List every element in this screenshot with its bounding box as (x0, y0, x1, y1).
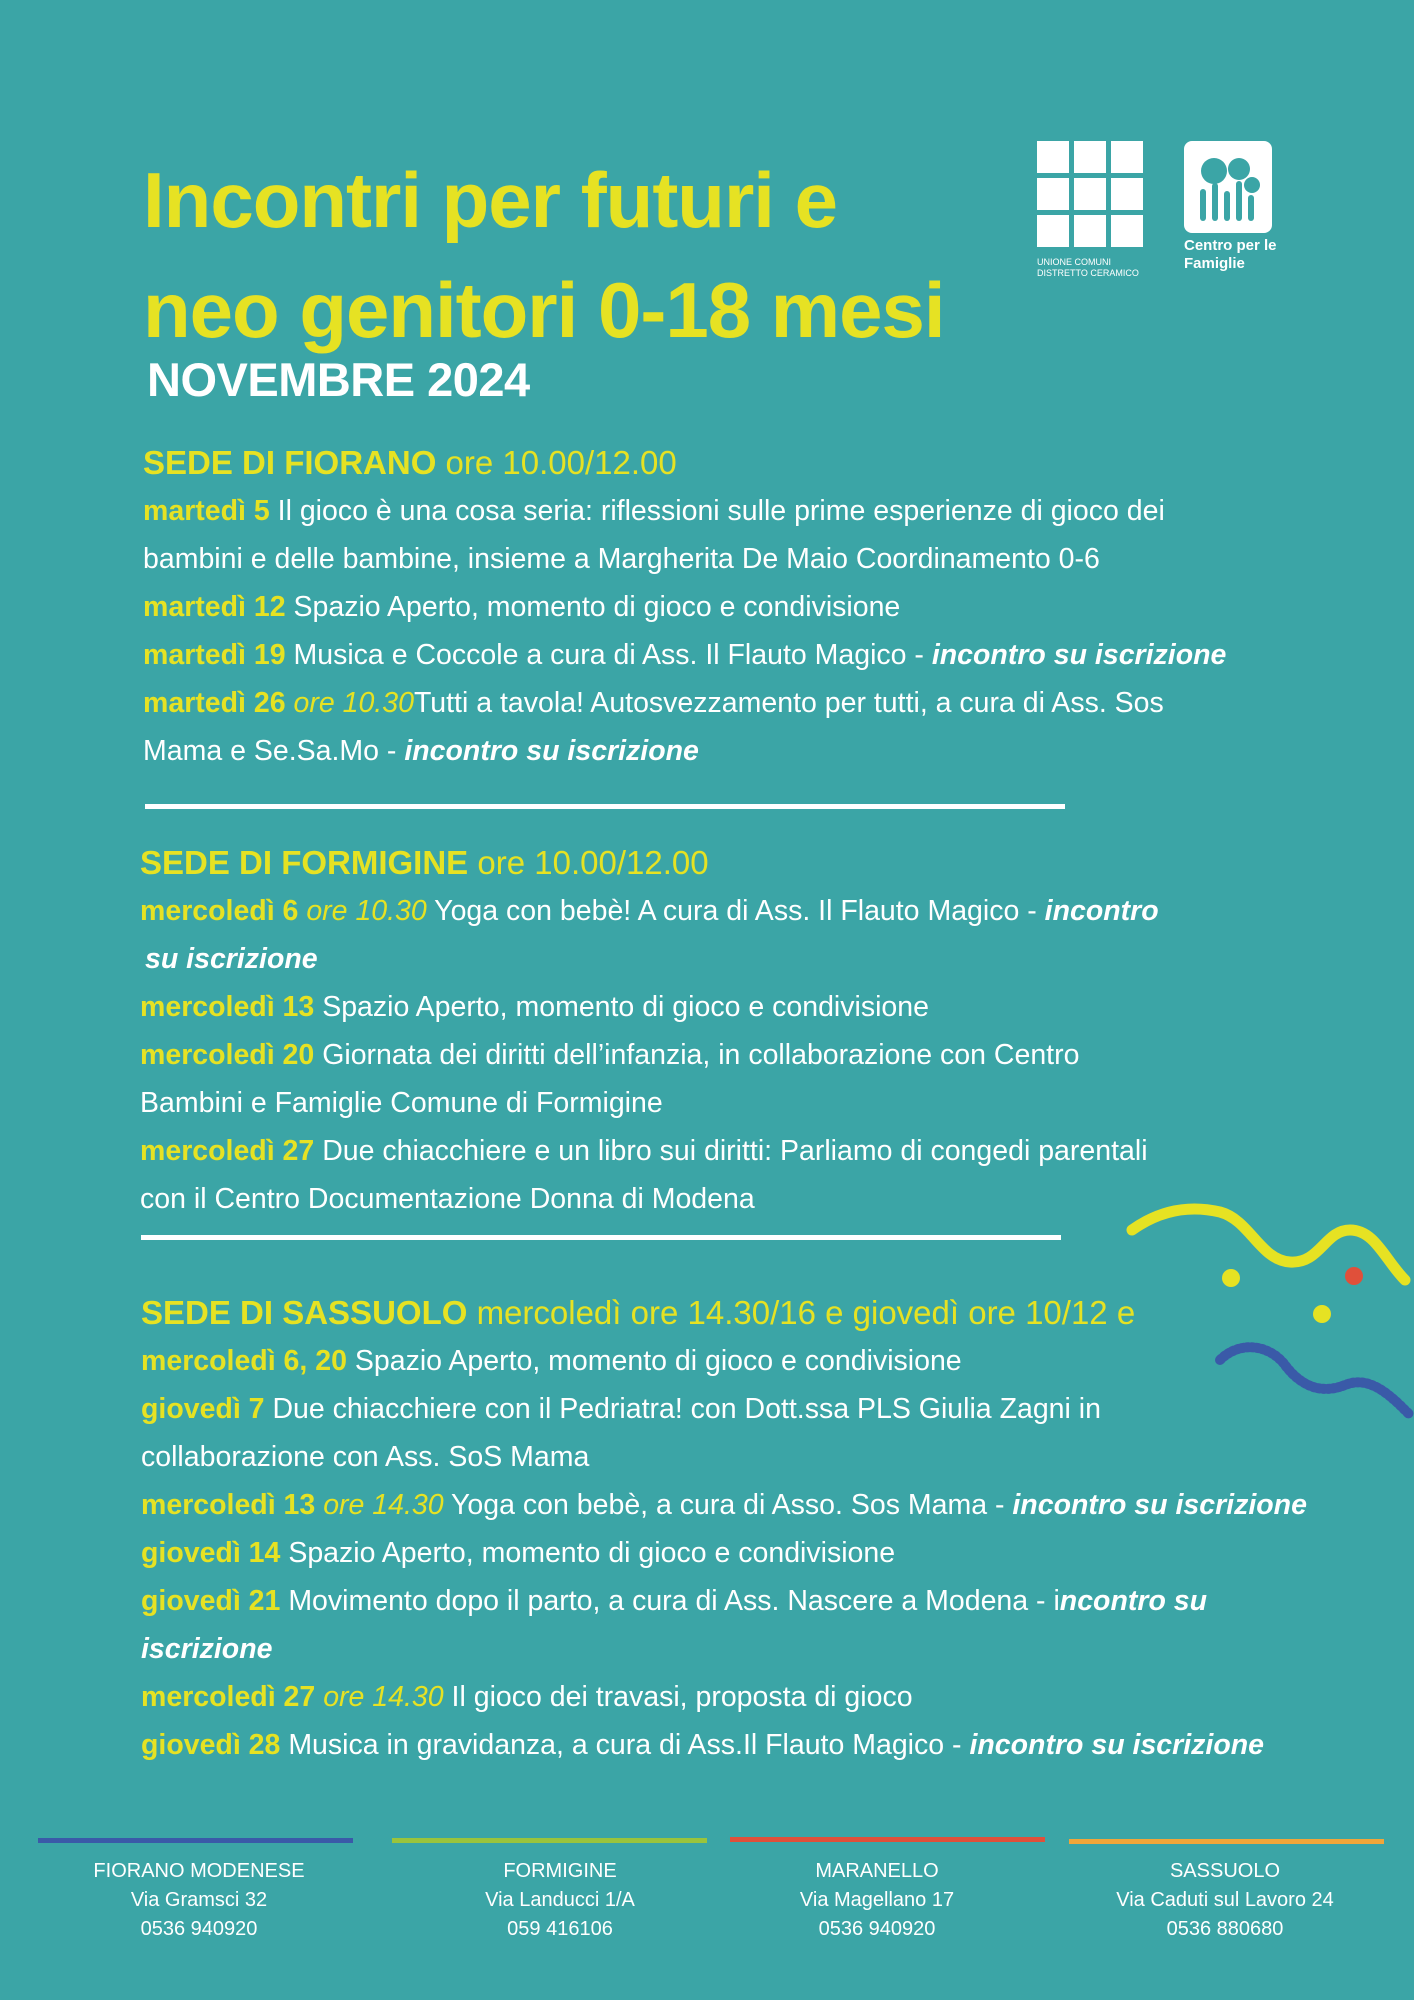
event-text: con il Centro Documentazione Donna di Modena (140, 1183, 755, 1215)
section-sassuolo (141, 1289, 1381, 1769)
event-line (143, 535, 1383, 583)
event-text: Musica in gravidanza, a cura di Ass.Il Flauto Magico - (288, 1729, 970, 1761)
registration-note: incontro (1044, 895, 1159, 927)
registration-note: incontro su iscrizione (969, 1729, 1264, 1761)
footer-address: Via Gramsci 32 (130, 1889, 268, 1911)
event-text: Giornata dei diritti dell’infanzia, in collaborazione con Centro (322, 1039, 1080, 1071)
section-time: ore 10.00/12.00 (477, 844, 709, 881)
event-date: mercoledì 13 (141, 1489, 316, 1521)
event-line (140, 1127, 1380, 1175)
event-date: martedì 12 (143, 591, 286, 623)
event-date: mercoledì 6 (140, 895, 299, 927)
footer-city: SASSUOLO (1169, 1860, 1281, 1882)
centro-famiglie-logo (1184, 141, 1284, 273)
event-line (140, 887, 1380, 935)
section-time: mercoledì ore 14.30/16 e giovedì ore 10/12 e (476, 1294, 1136, 1331)
footer-bar-formigine (392, 1838, 707, 1843)
section-name: SEDE DI FORMIGINE (140, 844, 469, 881)
event-line (140, 1031, 1380, 1079)
event-text: Il gioco dei travasi, proposta di gioco (451, 1681, 913, 1713)
event-text: Yoga con bebè, a cura di Asso. Sos Mama - (451, 1489, 1013, 1521)
event-text: Due chiacchiere con il Pedriatra! con Dott.ssa PLS Giulia Zagni in (272, 1393, 1101, 1425)
section-name: SEDE DI SASSUOLO (141, 1294, 468, 1331)
event-line (143, 679, 1383, 727)
section-formigine (140, 839, 1380, 1223)
footer-address: Via Magellano 17 (799, 1889, 955, 1911)
event-line (141, 1337, 1381, 1385)
centro-logo-text-1: Centro per le (1184, 237, 1277, 254)
event-hour: ore 10.30 (306, 895, 427, 927)
section-name: SEDE DI FIORANO (143, 444, 437, 481)
footer-bar-sassuolo (1069, 1839, 1384, 1844)
event-hour: ore 10.30 (293, 687, 414, 719)
event-text: Spazio Aperto, momento di gioco e condivisione (322, 991, 929, 1023)
footer-bar-maranello (730, 1837, 1045, 1842)
event-line (141, 1433, 1381, 1481)
footer-bar-fiorano (38, 1838, 353, 1843)
event-text: Spazio Aperto, momento di gioco e condivisione (288, 1537, 896, 1569)
event-line (141, 1625, 1381, 1673)
section-fiorano (143, 439, 1383, 775)
event-text: Spazio Aperto, momento di gioco e condivisione (293, 591, 901, 623)
event-line (141, 1673, 1381, 1721)
event-line (143, 583, 1383, 631)
title-line-1: Incontri per futuri e (143, 156, 838, 244)
footer-address: Via Landucci 1/A (485, 1889, 635, 1911)
footer-phone: 0536 940920 (818, 1918, 936, 1940)
event-text: Movimento dopo il parto, a cura di Ass. Nascere a Modena - i (288, 1585, 1060, 1617)
registration-note: ncontro su (1059, 1585, 1208, 1617)
event-line (141, 1481, 1381, 1529)
centro-logo-text-2: Famiglie (1184, 255, 1245, 272)
event-date: mercoledì 13 (140, 991, 315, 1023)
registration-note: su iscrizione (145, 943, 318, 975)
event-line (141, 1577, 1381, 1625)
event-line (141, 1529, 1381, 1577)
section-divider (141, 1235, 1061, 1240)
event-date: mercoledì 20 (140, 1039, 315, 1071)
month-subtitle: NOVEMBRE 2024 (147, 353, 530, 406)
registration-note: incontro su iscrizione (931, 639, 1227, 671)
event-line (140, 1079, 1380, 1127)
event-text: Due chiacchiere e un libro sui diritti: Parliamo di congedi parentali (322, 1135, 1148, 1167)
trees-logo-icon (1184, 141, 1272, 233)
event-date: giovedì 28 (141, 1729, 281, 1761)
event-text: Musica e Coccole a cura di Ass. Il Flauto Magico - (293, 639, 932, 671)
event-date: giovedì 21 (141, 1585, 281, 1617)
event-line (140, 935, 1380, 983)
footer-city: FORMIGINE (503, 1860, 617, 1882)
event-date: mercoledì 27 (141, 1681, 316, 1713)
section-header (143, 439, 1383, 487)
footer-contact-fiorano (34, 1857, 364, 1944)
event-hour: ore 14.30 (323, 1681, 444, 1713)
event-text: Tutti a tavola! Autosvezzamento per tutti, a cura di Ass. Sos (413, 687, 1164, 719)
footer-contact-formigine (395, 1857, 725, 1944)
event-line (143, 487, 1383, 535)
event-text: Mama e Se.Sa.Mo - (143, 735, 405, 767)
event-hour: ore 14.30 (323, 1489, 444, 1521)
section-header (141, 1289, 1381, 1337)
section-divider (145, 804, 1065, 809)
grid-logo-icon (1037, 141, 1143, 247)
event-date: martedì 5 (143, 495, 270, 527)
registration-note: incontro su iscrizione (1012, 1489, 1307, 1521)
registration-note: iscrizione (141, 1633, 273, 1665)
event-line (143, 631, 1383, 679)
event-text: Yoga con bebè! A cura di Ass. Il Flauto Magico - (434, 895, 1045, 927)
footer-contact-maranello (712, 1857, 1042, 1944)
event-text: collaborazione con Ass. SoS Mama (141, 1441, 590, 1473)
event-text: Bambini e Famiglie Comune di Formigine (140, 1087, 663, 1119)
footer-city: FIORANO MODENESE (93, 1860, 305, 1882)
footer-contact-sassuolo (1060, 1857, 1390, 1944)
title-line-2: neo genitori 0-18 mesi (143, 266, 945, 354)
event-date: giovedì 7 (141, 1393, 265, 1425)
footer-city: MARANELLO (815, 1860, 939, 1882)
event-date: mercoledì 6, 20 (141, 1345, 347, 1377)
unione-logo-text-1: UNIONE COMUNI (1037, 257, 1111, 267)
footer-phone: 0536 940920 (140, 1918, 258, 1940)
event-text: Spazio Aperto, momento di gioco e condivisione (354, 1345, 962, 1377)
footer-address: Via Caduti sul Lavoro 24 (1116, 1889, 1334, 1911)
event-line (141, 1385, 1381, 1433)
unione-comuni-logo (1037, 141, 1143, 279)
event-text: Il gioco è una cosa seria: riflessioni sulle prime esperienze di gioco dei (277, 495, 1165, 527)
event-line (141, 1721, 1381, 1769)
section-header (140, 839, 1380, 887)
event-line (143, 727, 1383, 775)
event-line (140, 983, 1380, 1031)
event-date: martedì 26 (143, 687, 286, 719)
section-time: ore 10.00/12.00 (445, 444, 677, 481)
event-date: giovedì 14 (141, 1537, 281, 1569)
registration-note: incontro su iscrizione (404, 735, 699, 767)
event-text: bambini e delle bambine, insieme a Margherita De Maio Coordinamento 0-6 (143, 543, 1100, 575)
page-title (143, 145, 963, 365)
event-date: martedì 19 (143, 639, 286, 671)
unione-logo-text-2: DISTRETTO CERAMICO (1037, 268, 1139, 278)
event-date: mercoledì 27 (140, 1135, 315, 1167)
footer-phone: 0536 880680 (1166, 1918, 1284, 1940)
footer-phone: 059 416106 (507, 1918, 613, 1940)
